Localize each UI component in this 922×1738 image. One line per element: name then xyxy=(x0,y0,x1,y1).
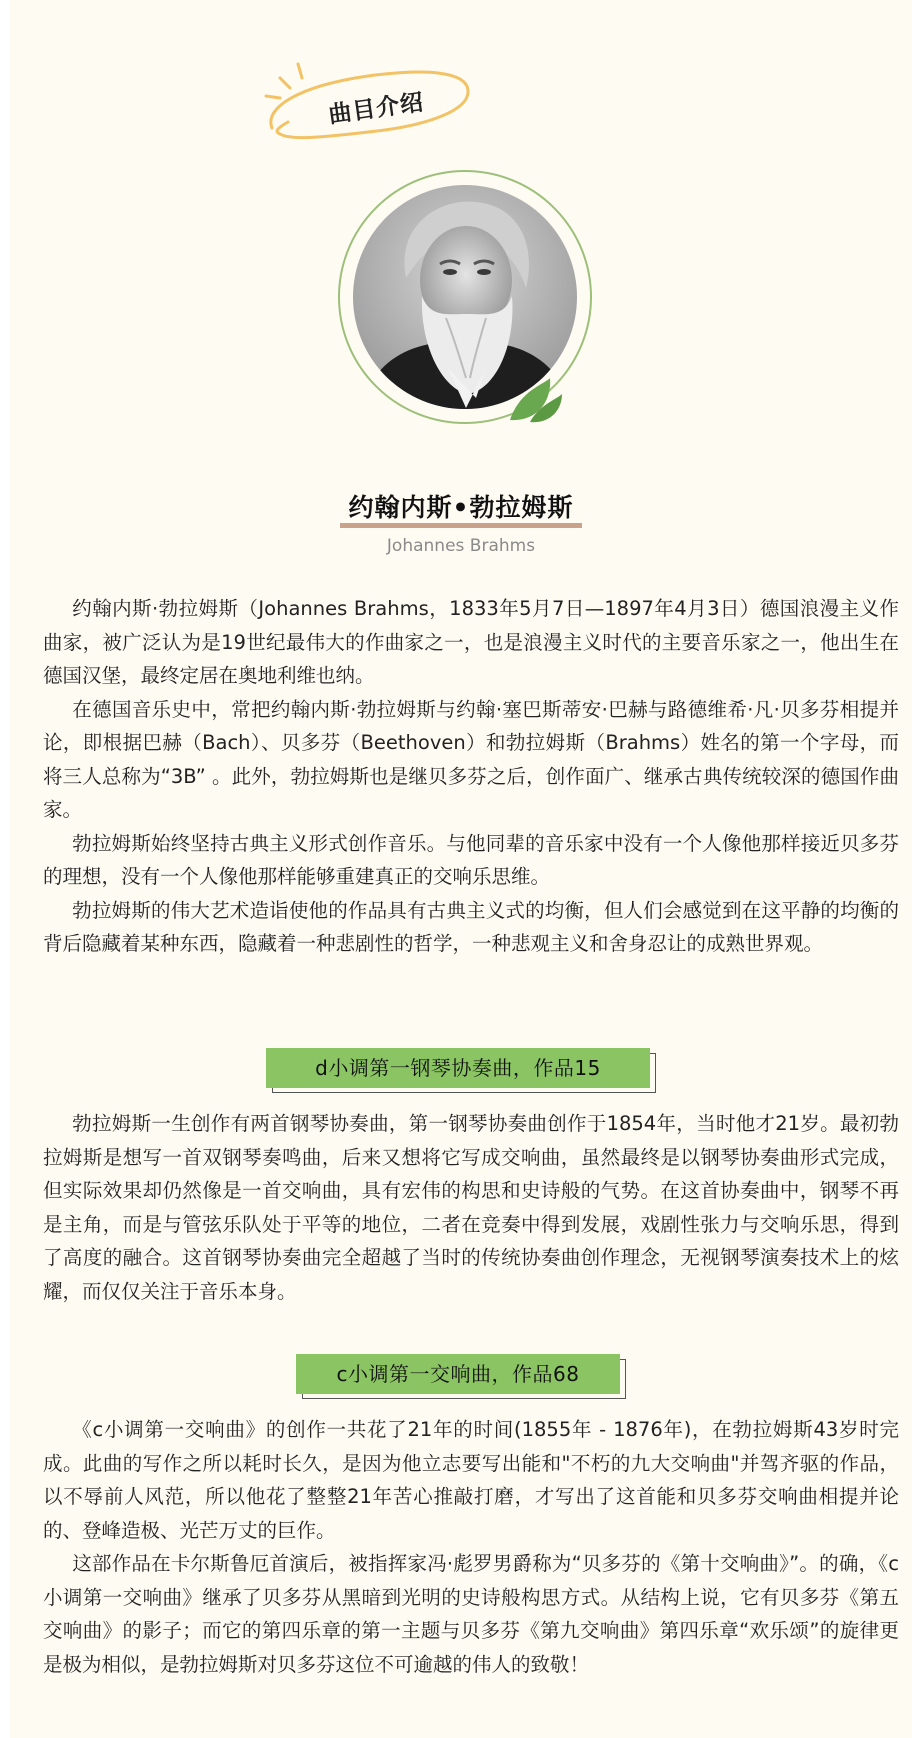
intro-text xyxy=(43,592,899,961)
section-title: d小调第一钢琴协奏曲，作品15 xyxy=(266,1048,650,1088)
composer-name-zh: 约翰内斯•勃拉姆斯 xyxy=(348,493,574,522)
page xyxy=(10,0,912,1738)
section-header-symphony xyxy=(296,1354,620,1394)
name-underline xyxy=(340,523,582,528)
section1-paragraph: 勃拉姆斯一生创作有两首钢琴协奏曲，第一钢琴协奏曲创作于1854年，当时他才21岁。最初勃拉姆斯是想写一首双钢琴奏鸣曲，后来又想将它写成交响曲，虽然最终是以钢琴协奏曲形式完成，但实际效果却仍然像是一首交响曲，具有宏伟的构思和史诗般的气势。在这首协奏曲中，钢琴不再是主角，而是与管弦乐队处于平等的地位，二者在竞奏中得到发展，戏剧性张力与交响乐思，得到了高度的融合。这首钢琴协奏曲完全超越了当时的传统协奏曲创作理念，无视钢琴演奏技术上的炫耀，而仅仅关注于音乐本身。 xyxy=(43,1112,899,1303)
intro-paragraph: 约翰内斯·勃拉姆斯（Johannes Brahms，1833年5月7日—1897年4月3日）德国浪漫主义作曲家，被广泛认为是19世纪最伟大的作曲家之一，也是浪漫主义时代的主要音乐家之一，他出生在德国汉堡，最终定居在奥地利维也纳。 xyxy=(43,597,899,687)
intro-paragraph: 勃拉姆斯的伟大艺术造诣使他的作品具有古典主义式的均衡，但人们会感觉到在这平静的均衡的背后隐藏着某种东西，隐藏着一种悲剧性的哲学，一种悲观主义和舍身忍让的成熟世界观。 xyxy=(43,898,899,955)
intro-paragraph: 勃拉姆斯始终坚持古典主义形式创作音乐。与他同辈的音乐家中没有一个人像他那样接近贝多芬的理想，没有一个人像他那样能够重建真正的交响乐思维。 xyxy=(43,831,899,888)
section-badge xyxy=(258,56,488,156)
leaf-decoration-icon xyxy=(500,370,570,430)
section2-text xyxy=(43,1413,899,1681)
badge-label: 曲目介绍 xyxy=(327,89,426,129)
intro-paragraph: 在德国音乐史中，常把约翰内斯·勃拉姆斯与约翰·塞巴斯蒂安·巴赫与路德维希·凡·贝多芬相提并论，即根据巴赫（Bach）、贝多芬（Beethoven）和勃拉姆斯（Brahms）姓名的第一个字母，而将三人总称为“3B” 。此外，勃拉姆斯也是继贝多芬之后，创作面广、继承古典传统较深的德国作曲家。 xyxy=(43,697,899,821)
section-title: c小调第一交响曲，作品68 xyxy=(296,1354,620,1394)
section-header-piano-concerto xyxy=(266,1048,650,1088)
section1-text xyxy=(43,1107,899,1308)
section2-paragraph: 《c小调第一交响曲》的创作一共花了21年的时间(1855年 - 1876年)，在勃拉姆斯43岁时完成。此曲的写作之所以耗时长久，是因为他立志要写出能和"不朽的九大交响曲"并驾齐驱的作品，以不辱前人风范，所以他花了整整21年苦心推敲打磨，才写出了这首能和贝多芬交响曲相提并论的、登峰造极、光芒万丈的巨作。 xyxy=(43,1418,899,1542)
section2-paragraph: 这部作品在卡尔斯鲁厄首演后，被指挥家冯·彪罗男爵称为“贝多芬的《第十交响曲》”。的确，《c小调第一交响曲》继承了贝多芬从黑暗到光明的史诗般构思方式。从结构上说，它有贝多芬《第五交响曲》的影子；而它的第四乐章的第一主题与贝多芬《第九交响曲》第四乐章“欢乐颂”的旋律更是极为相似，是勃拉姆斯对贝多芬这位不可逾越的伟人的致敬！ xyxy=(43,1552,899,1676)
composer-name-en: Johannes Brahms xyxy=(386,536,536,556)
